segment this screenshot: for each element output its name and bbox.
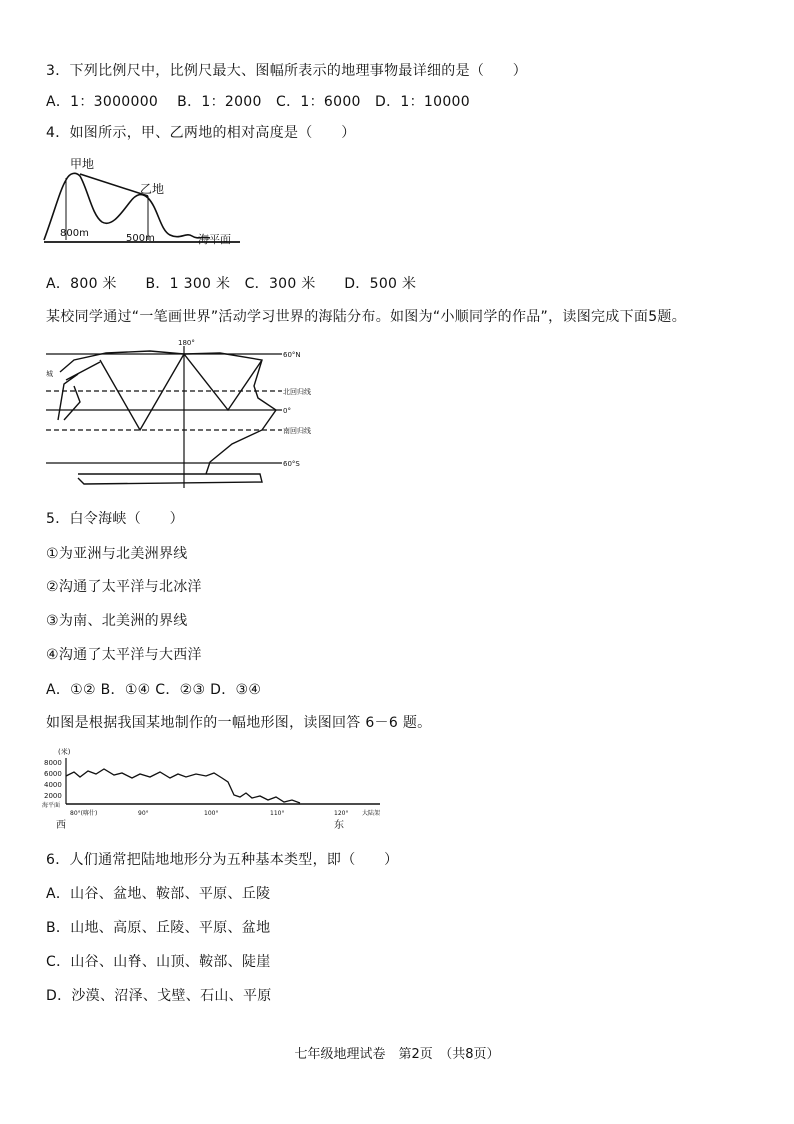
q6-stem: 6．人们通常把陆地地形分为五种基本类型，即（ ）	[46, 852, 399, 868]
height-label-b: 500m	[126, 233, 155, 244]
x-tick-shelf: 大陆架	[362, 810, 381, 817]
x-tick-120: 120°	[334, 810, 349, 817]
intro-q5: 某校同学通过“一笔画世界”活动学习世界的海陆分布。如图为“小顺同学的作品”，读图完成下面5题。	[46, 309, 687, 325]
y-tick-6000: 6000	[44, 770, 62, 778]
y-tick-4000: 4000	[44, 781, 62, 789]
label-east: 东	[334, 820, 344, 831]
y-tick-2000: 2000	[44, 792, 62, 800]
unit-label: (米)	[58, 748, 71, 756]
q4-stem: 4．如图所示，甲、乙两地的相对高度是（ ）	[46, 125, 356, 141]
q3-stem: 3．下列比例尺中，比例尺最大、图幅所表示的地理事物最详细的是（ ）	[46, 63, 528, 79]
q4-options: A．800 米 B．1 300 米 C．300 米 D．500 米	[46, 276, 417, 292]
q6-option-c: C．山谷、山脊、山顶、鞍部、陡崖	[46, 954, 271, 970]
q6-option-a: A．山谷、盆地、鞍部、平原、丘陵	[46, 886, 271, 902]
q6-option-b: B．山地、高原、丘陵、平原、盆地	[46, 920, 271, 936]
page-footer: 七年级地理试卷 第2页 （共8页）	[294, 1047, 500, 1062]
q5-item-1: ①为亚洲与北美洲界线	[46, 546, 188, 562]
label-tropic-n: 北回归线	[283, 388, 311, 396]
q5-item-3: ③为南、北美洲的界线	[46, 613, 188, 629]
label-west: 西	[56, 820, 66, 831]
label-equator: 0°	[283, 407, 291, 415]
q3-options: A．1：3000000 B．1：2000 C．1：6000 D．1：10000	[46, 94, 470, 110]
q5-stem: 5．白令海峡（ ）	[46, 511, 184, 527]
x-tick-80: 80°(喀什)	[70, 810, 98, 817]
label-60n: 60°N	[283, 351, 301, 359]
y-tick-8000: 8000	[44, 759, 62, 767]
q6-option-d: D．沙漠、沼泽、戈壁、石山、平原	[46, 988, 272, 1004]
x-tick-110: 110°	[270, 810, 285, 817]
y-tick-sea: 海平面	[42, 802, 61, 809]
q5-item-4: ④沟通了太平洋与大西洋	[46, 647, 202, 663]
label-tropic-s: 南回归线	[283, 427, 311, 435]
sea-level-label: 海平面	[198, 233, 231, 246]
label-180: 180°	[178, 339, 195, 347]
x-tick-100: 100°	[204, 810, 219, 817]
x-tick-90: 90°	[138, 810, 149, 817]
label-60s: 60°S	[283, 460, 300, 468]
q5-item-2: ②沟通了太平洋与北冰洋	[46, 579, 202, 595]
label-left-mark: 城	[46, 370, 53, 378]
height-label-a: 800m	[60, 228, 89, 239]
label-yi: 乙地	[140, 182, 165, 196]
label-jia: 甲地	[70, 157, 95, 171]
q5-options: A．①② B．①④ C．②③ D．③④	[46, 682, 262, 698]
terrain-profile-curve	[66, 769, 300, 803]
intro-q6: 如图是根据我国某地制作的一幅地形图，读图回答 6－6 题。	[46, 715, 432, 731]
